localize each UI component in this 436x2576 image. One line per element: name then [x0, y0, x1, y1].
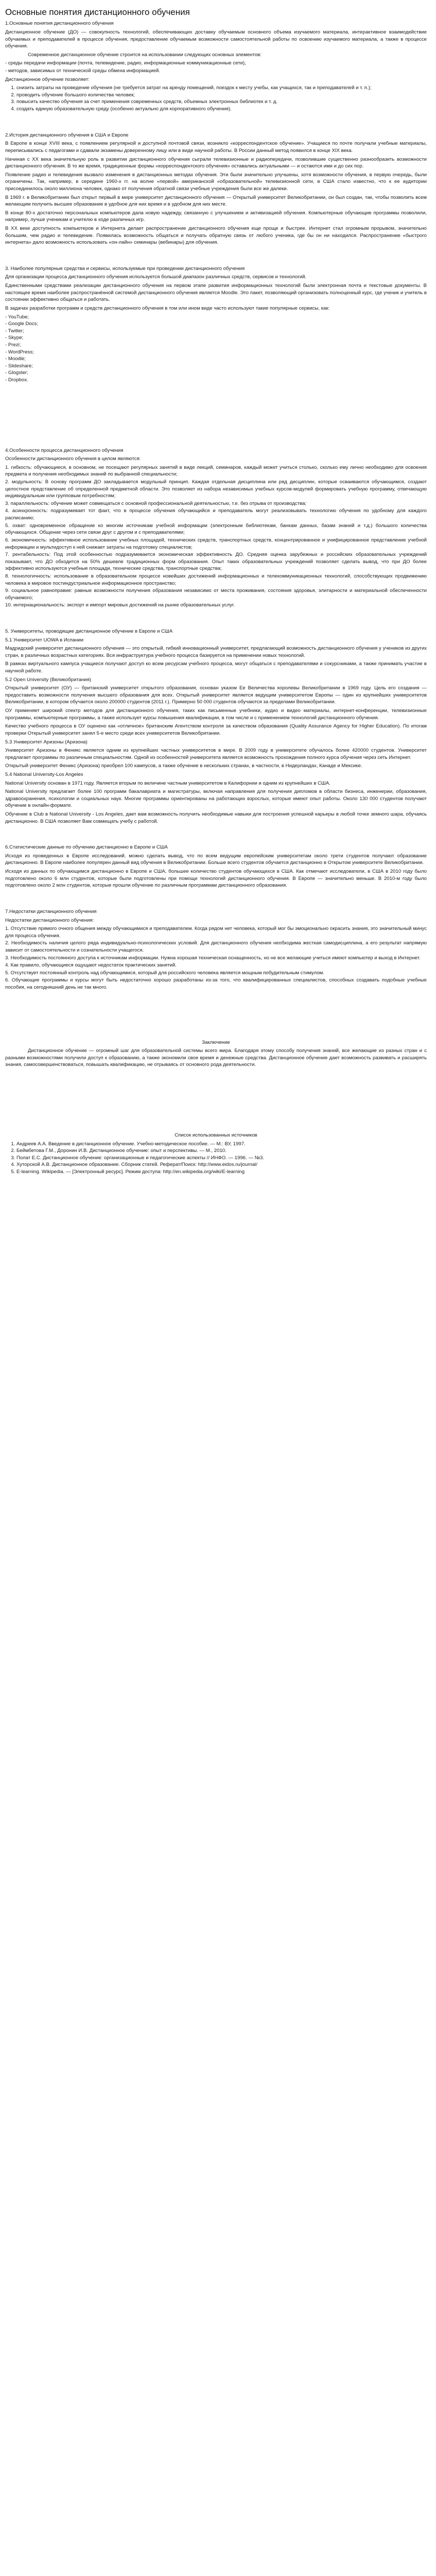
list-item: - Skype;	[5, 335, 24, 341]
list-item: - методов, зависимых от технической среды обмена информацией.	[5, 68, 161, 74]
spacer	[5, 826, 427, 844]
list-item: - YouTube;	[5, 314, 29, 320]
paragraph: Единственными средствами реализации дистанционного обучения на первом этапе развития информационных технологий были электронная почта и текстовые документы. В настоящее время наиболее распространённой системой дистанционного обучения является Moodle. Это пакет, позволяющий организовать полноценный курс, где ученик и учитель в состоянии эффективно общаться и работать.	[5, 283, 427, 303]
numbered-list	[5, 925, 427, 991]
spacer	[5, 248, 427, 265]
list-item: - WordPress;	[5, 349, 34, 355]
paragraph: В Европе в конце XVIII века, с появлением регулярной и доступной почтовой связи, возникло «корреспондентское обучение». Учащиеся по почте получали учебные материалы, переписывались с педагогами и сдавали экзамены доверенному лицу или в виде научной работы. В России данный метод появился в конце XIX века.	[5, 141, 427, 154]
paragraph: В 1969 г. в Великобритании был открыт первый в мире университет дистанционного обучения — Открытый университет Великобритании, он был создан, так, чтобы позволить всем желающим получить высшее образование в удобное для них время и в удобном для них месте.	[5, 194, 427, 208]
paragraph: Открытый университет (ОУ) — британский университет открытого образования, основан указом Ее Величества королевы Великобритании в 1969 году. Цель его создания — предоставить возможности получения высшего образования для всех. Открытый университет является ведущим университетом Европы — один из крупнейших университетов Великобритании, в котором обучается около 200000 студентов (2011 г.). Примерно 50 000 студентов обучаются за пределами Великобритании.	[5, 685, 427, 705]
list-item: 5. Отсутствует постоянный контроль над обучающимися, который для российского человека является мощным побудительным стимулом.	[5, 970, 324, 976]
references-list	[5, 1141, 427, 1176]
section-title: 1.Основные понятия дистанционного обучения	[5, 21, 114, 27]
paragraph: Мадридский университет дистанционного обучения — это открытый, гибкий инновационный университет, предлагающий возможность дистанционного обучения у учеников из других стран, в различных возрастных категориях. Вся инфраструктура учебного процесса базируется на применении новых технологий.	[5, 646, 427, 658]
spacer	[5, 114, 427, 132]
paragraph: Начиная с XX века значительную роль в развитии дистанционного обучения сыграли телевизионные и радиопередачи, позволившие существенно разнообразить возможности дистанционного обучения. В то же время, традиционные формы «корреспондентского обучения» оставались актуальными — и остаются ими и до сих пор.	[5, 156, 427, 170]
section-title: 3. Наиболее популярные средства и сервисы, используемые при проведении дистанционного обучения	[5, 265, 245, 272]
paragraph: Университет Аризоны в Феникс является одним из крупнейших частных университетов в мире. В 2009 году в университете обучалось более 420000 студентов. Университет предлагает программы по различным специальностям. Одной из особенностей университета является возможность прохождения полного курса обучения через сеть Интернет.	[5, 748, 427, 760]
paragraph: Для организации процесса дистанционного обучения используется большой диапазон различных средств, сервисов и технологий.	[5, 274, 307, 280]
spacer	[5, 993, 427, 1039]
list-item: 4. Как правило, обучающиеся ощущают недостаток практических занятий.	[5, 962, 177, 969]
section-title: 5. Университеты, проводящие дистанционное обучение в Европе и США	[5, 629, 173, 634]
reference-item: 5. E-learning. Wikipedia. — [Электронный ресурс]. Режим доступа: http://en.wikipedia.org/wiki/E-learning	[16, 1168, 427, 1176]
list-item: - Google Docs;	[5, 321, 38, 327]
paragraph: National University предлагает более 100 программ бакалавриата и магистратуры, включая направления для получения дипломов в области бизнеса, инженерии, образования, здравоохранения, психологии и социальных наук. Многие программы ориентированы на работающих взрослых, которые имеют опыт работы. Около 130 000 студентов получают обучение в онлайн-формате.	[5, 789, 427, 809]
reference-item: 3. Полат Е.С. Дистанционное обучение: организационные и педагогические аспекты // ИНФО. — 1996. — №3.	[16, 1155, 427, 1162]
paragraph: В рамках виртуального кампуса учащиеся получают доступ ко всем ресурсам учебного процесса, могут общаться с преподавателями и сокурсниками, а также принимать участие в научной работе.	[5, 661, 427, 674]
services-list	[5, 314, 427, 384]
reference-item: 2. Беймбетова Г.М., Доронин И.В. Дистанционное обучение: опыт и перспективы. — М., 2010.	[16, 1147, 427, 1155]
subsection-title: 5.3 Университет Аризоны (Аризона)	[5, 739, 88, 745]
section-history	[5, 132, 427, 246]
list	[5, 60, 427, 74]
list-item: 1. Отсутствие прямого очного общения между обучающимися и преподавателем. Когда рядом нет человека, который мог бы эмоционально окрасить знания, это значительный минус для процесса обучения.	[5, 926, 427, 939]
spacer	[5, 385, 427, 447]
list-item: 3. повысить качество обучения за счет применения современных средств, объемных электронных библиотек и т. д.	[16, 98, 427, 106]
section-tools	[5, 265, 427, 384]
section-conclusion	[5, 1039, 427, 1069]
paragraph: Появление радио и телевидения вызвало изменения в дистанционных методах обучения. Эти были значительно улучшены, хотя возможности обучения, в первую очередь, были ограничены. Так, например, в середине 1960-х гг. на волне «первой» американской «образовательной» телевизионной сети, в США стало известно, что к ее аудитории присоединилось около миллиона человек, однако от получения обратной связи учебные учреждения были все же далеки.	[5, 172, 427, 192]
list-item: 10. интернациональность: экспорт и импорт мировых достижений на рынке образовательных услуг.	[5, 602, 235, 608]
list-item: - Slideshare;	[5, 363, 33, 369]
section-title: 7.Недостатки дистанционного обучения	[5, 908, 97, 914]
numbered-list	[5, 464, 427, 609]
list-item: 3. параллельность: обучение может совмещаться с основной профессиональной деятельностью, т.е. без отрыва от производства;	[5, 500, 307, 506]
section-basics	[5, 20, 427, 112]
section-title: 4.Особенности процесса дистанционного обучения	[5, 447, 124, 453]
subsection-title: 5.2 Open University (Великобритания)	[5, 676, 91, 683]
subsection-title: 5.4 National University-Los Angeles	[5, 771, 83, 777]
spacer	[5, 1070, 427, 1132]
paragraph: Современное дистанционное обучение строится на использовании следующих основных элементов:	[28, 52, 261, 58]
numbered-list	[5, 84, 427, 112]
section-references	[5, 1132, 427, 1176]
list-item: 8. технологичность: использование в образовательном процессе новейших достижений информационных и телекоммуникационных технологий, способствующих продвижению человека в мировое постиндустриальное информационное пространство;	[5, 573, 427, 586]
section-drawbacks	[5, 908, 427, 991]
paragraph: Качество учебного процесса в ОУ оценено как «отличное» британским Агентством контроля за качеством образования (Quality Assurance Agency for Higher Education). По итогам проверки Открытый университет занял 5-е место среди всех университетов Великобритании.	[5, 723, 427, 736]
paragraph: В задачах разработки программ и средств дистанционного обучения в том или ином виде часто используют такие популярные сервисы, как:	[5, 305, 330, 311]
spacer	[5, 611, 427, 628]
list-item: 1. гибкость: обучающиеся, в основном, не посещают регулярных занятий в виде лекций, семинаров, каждый может учиться столько, сколько ему лично необходимо для освоения предмета и получения необходимых знаний по выбранной специальности;	[5, 464, 427, 478]
section-features	[5, 447, 427, 609]
list-item: - Moodle;	[5, 356, 26, 362]
paragraph: В конце 80-х достаточно персональных компьютеров дала новую надежду, связанную с улучшением и активизацией обучения. Компьютерные обучающие программы позволили, например, лучше ученикам и учителю в ходе различных игр.	[5, 210, 427, 223]
list-item: - среды передачи информации (почта, телевидение, радио, информационные коммуникационные сети),	[5, 60, 246, 66]
list-item: 6. экономичность: эффективное использование учебных площадей, технических средств, транспортных средств, концентрированное и унифицированное представление учебной информации и мультидоступ к ней снижает затраты на подготовку специалистов;	[5, 537, 427, 550]
list-item: 9. социальное равноправие: равные возможности получения образования независимо от места проживания, состояния здоровья, элитарности и материальной обеспеченности обучаемого;	[5, 588, 427, 601]
list-item: - Twitter;	[5, 328, 24, 334]
paragraph: Дистанционное обучение — огромный шаг для образовательной системы всего мира. Благодаря этому способу получения знаний, все желающие из разных стран и с разными возможностями получили доступ к образованию, а также экономили свое время и денежные средства. Дистанционное обучение дает возможность развивать и расширять знания, самосовершенствоваться, повышать квалификацию, не отрываясь от основного рода деятельности.	[5, 1048, 427, 1068]
paragraph: Исходя из данных по обучающимся дистанционно в Европе и США, большее количество студентов обучающихся в США. Как отмечают исследователи, в США в 2010 году было подготовлено около 6 млн студентов, которые были подготовлены при помощи технологий дистанционного обучения. В Европе — значительно меньше. В 2010-м году было подготовлено около 2 млн студентов, которые прошли обучение по различным программам дистанционного образования.	[5, 869, 427, 889]
paragraph: Исходя из проведенных в Европе исследований, можно сделать вывод, что по всем ведущим европейским университетам около трети студентов получают образование дистанционно. В Европе наиболее популярен данный вид обучения в Великобритании. Больше всего студентов обучается дистанционно в Открытом университете Великобритании.	[5, 853, 427, 866]
list-item: 6. Обучающие программы и курсы могут быть недостаточно хорошо разработаны из-за того, что квалифицированных специалистов, способных создавать подобные учебные пособия, на сегодняшний день не так много.	[5, 977, 427, 990]
list-item: 3. Необходимость постоянного доступа к источникам информации. Нужна хорошая техническая оснащенность, но не все желающие учиться имеют компьютер и выход в Интернет.	[5, 955, 421, 961]
list-item: 1. снизить затраты на проведение обучения (не требуется затрат на аренду помещений, поездок к месту учебы, как учащихся, так и преподавателей и т. п.);	[16, 84, 427, 92]
document-title: Основные понятия дистанционного обучения	[5, 7, 190, 17]
paragraph: Дистанционное обучение позволяет:	[5, 76, 90, 82]
paragraph: Обучение в Club в National University - Los Angeles, дает вам возможность получить необходимые навыки для построения успешной карьеры в любой точке земного шара, обучаясь дистанционно. В США позволяет Вам совмещать учебу с работой.	[5, 811, 427, 824]
paragraph: Дистанционное обучение (ДО) — совокупность технологий, обеспечивающих доставку обучаемым основного объема изучаемого материала, интерактивное взаимодействие обучаемых и преподавателей в процессе обучения, предоставление обучаемым возможности самостоятельной работы по освоению изучаемого материала, а также в процессе обучения.	[5, 29, 427, 49]
spacer	[5, 891, 427, 908]
paragraph: Особенности дистанционного обучения в целом являются:	[5, 456, 141, 462]
subsection-title: 5.1 Университет UOWA в Испании	[5, 637, 84, 643]
list-item: - Glogster;	[5, 370, 28, 376]
section-title: Список использованных источников	[175, 1132, 257, 1139]
list-item: 4. асинхронность: подразумевает тот факт, что в процессе обучения обучающийся и преподаватель могут реализовывать технологию обучения по удобному для каждого расписанию;	[5, 508, 427, 521]
paragraph: Открытый университет Феникс (Аризона) приобрел 100 кампусов, а также обучение в нескольких странах, в частности, в Нидерландах, Канаде и Мексике.	[5, 763, 362, 769]
list-item: 2. Необходимость наличия целого ряда индивидуально-психологических условий. Для дистанционного обучения необходима жесткая самодисциплина, а его результат напрямую зависит от самостоятельности и сознательности учащегося.	[5, 940, 427, 953]
list-item: - Dropbox.	[5, 377, 28, 383]
list-item: - Prezi;	[5, 342, 21, 348]
section-statistics	[5, 844, 427, 889]
paragraph: ОУ применяет широкий спектр методов для дистанционного обучения, таких как письменные учебники, аудио и видео материалы, интернет-конференции, телевизионные программы, компьютерные программы, а также использует курсы повышения квалификации, в том числе и с применением технологий дистанционного обучения.	[5, 708, 427, 721]
section-title: Заключение	[202, 1039, 230, 1045]
list-item: 7. рентабельность: Под этой особенностью подразумевается экономическая эффективность ДО. Средняя оценка зарубежных и российских образовательных учреждений показывает, что ДО обходится на 50% дешевле традиционных форм образования. Опыт таких образовательных учреждений позволяет сделать вывод, что при ДО более эффективно используются учебные площади, технические средства, транспортные средства;	[5, 552, 427, 572]
paragraph: National University основан в 1971 году. Является вторым по величине частным университетом в Калифорнии и одним из крупнейших в США.	[5, 780, 330, 786]
section-universities	[5, 628, 427, 825]
paragraph: Недостатки дистанционного обучения:	[5, 917, 94, 923]
reference-item: 4. Хуторской А.В. Дистанционное образование. Сборник статей. Реферат/Поиск: http://www.eidos.ru/journal/	[16, 1161, 427, 1168]
list-item: 4. создать единую образовательную среду (особенно актуально для корпоративного обучения).	[16, 106, 427, 113]
section-title: 2.История дистанционного обучения в США и Европе	[5, 132, 129, 138]
reference-item: 1. Андреев А.А. Введение в дистанционное обучение. Учебно-методическое пособие. — М.: ВУ, 1997.	[16, 1141, 427, 1148]
list-item: 2. проводить обучение большого количества человек;	[16, 92, 427, 99]
list-item: 5. охват: одновременное обращение ко многим источникам учебной информации (электронным библиотекам, банкам данных, базам знаний и т.д.) большого количества обучающихся. Общение через сети связи друг с другом и с преподавателями;	[5, 522, 427, 536]
list-item: 2. модульность: В основу программ ДО закладывается модульный принцип. Каждая отдельная дисциплина или ряд дисциплин, которые осваиваются обучающимся, создают целостное представление об определенной предметной области. Это позволяет из набора независимых учебных курсов-модулей формировать учебную программу, отвечающую индивидуальным или групповым потребностям;	[5, 479, 427, 499]
section-title: 6.Статистические данные по обучению дистанционно в Европе и США	[5, 844, 168, 851]
paragraph: В XX веке доступность компьютеров и Интернета делает распространение дистанционного обучения еще проще и быстрее. Интернет стал огромным прорывом, значительно большим, чем радио и телевидение. Появилась возможность общаться и получать обратную связь от любого ученика, где бы он ни находился. Распространение «быстрого интернета» дало возможность использовать «он-лайн» семинары (вебинары) для обучения.	[5, 226, 427, 246]
